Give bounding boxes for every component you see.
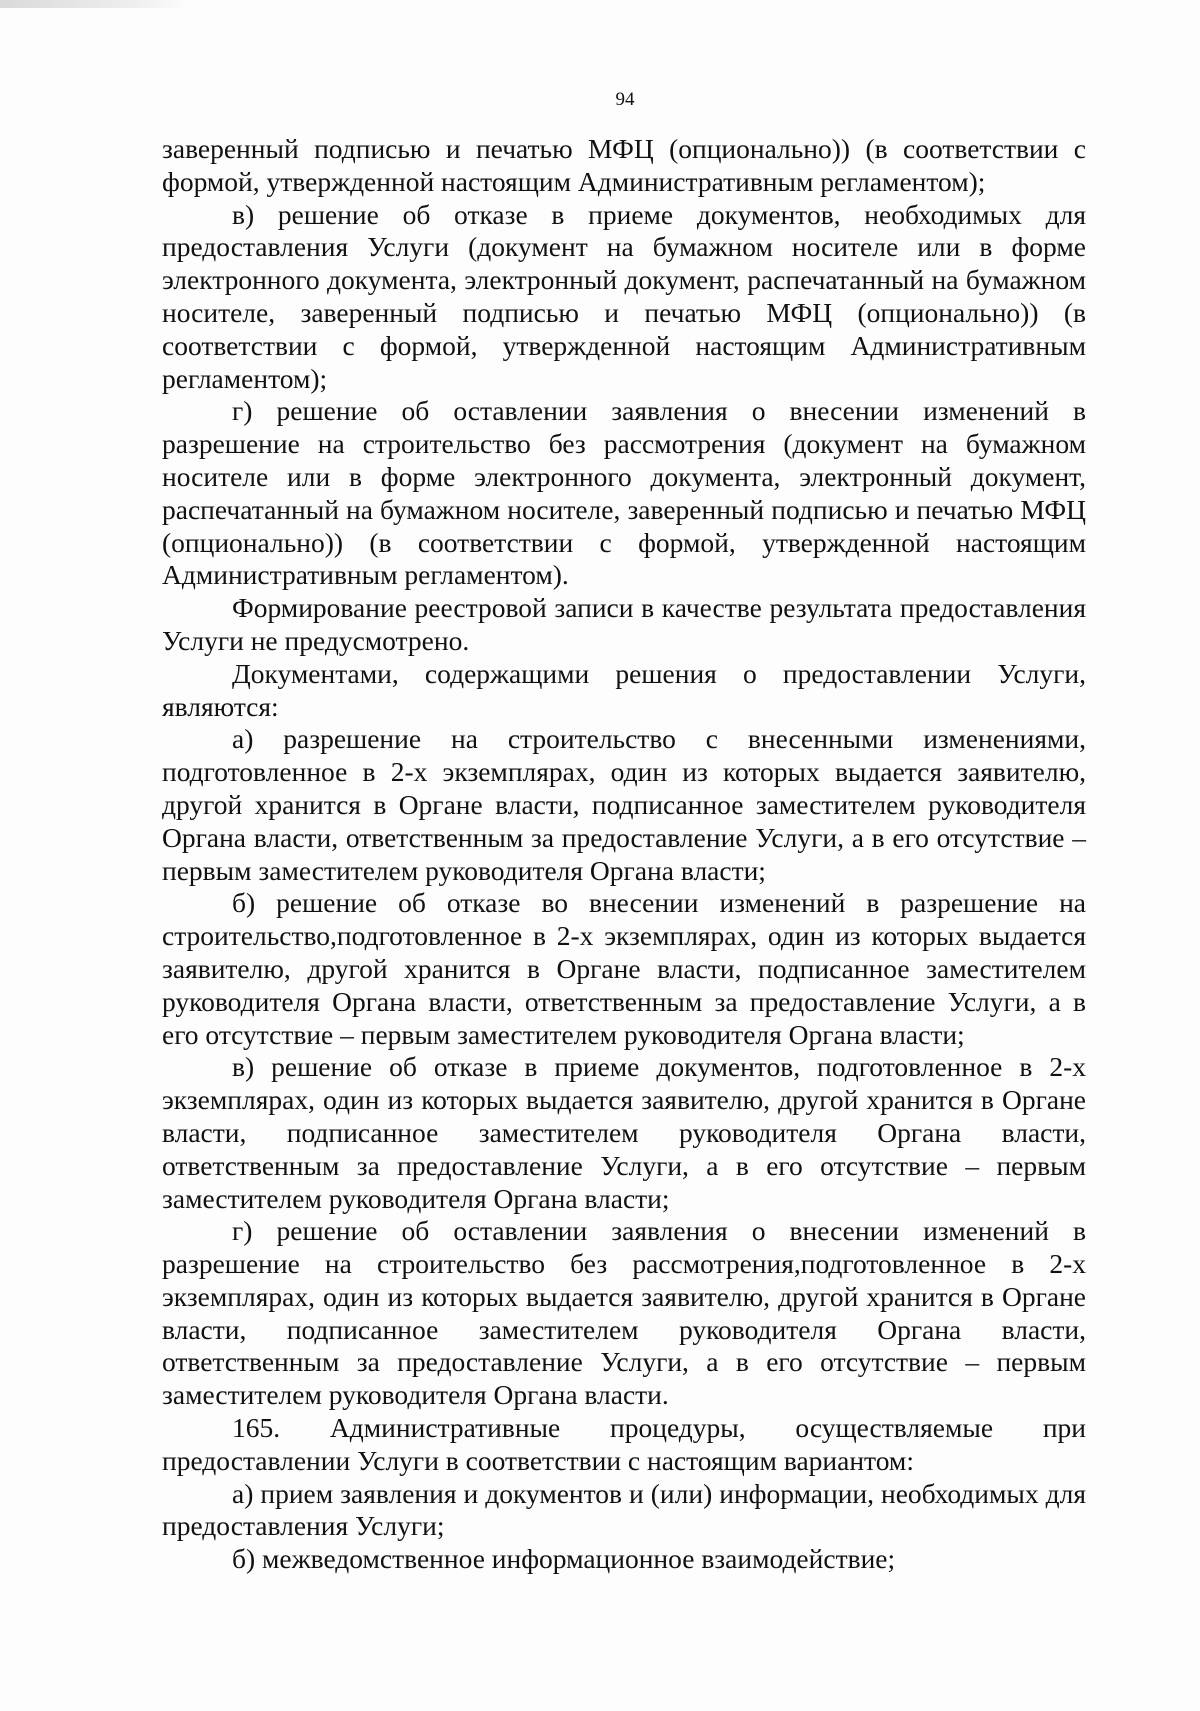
page-number: 94 (615, 89, 635, 110)
paragraph-procedure-a: а) прием заявления и документов и (или) информации, необходимых для предоставления Услуги; (162, 1477, 1086, 1542)
paragraph-continuation: заверенный подписью и печатью МФЦ (опционально)) (в соответствии с формой, утвержденной настоящим Административным регламентом); (162, 133, 1086, 197)
paragraph-item-b-refusal-changes: б) решение об отказе во внесении изменений в разрешение на строительство,подготовленное в 2-х экземплярах, один из которых выдается заявителю, другой хранится в Органе власти, подписанное заместителем руководителя Органа власти, ответственным за предоставление Услуги, а в его отсутствие – первым заместителем руководителя Органа власти; (162, 887, 1086, 1050)
paragraph-item-g-leave-without-review: г) решение об оставлении заявления о внесении изменений в разрешение на строительство без рассмотрения (документ на бумажном носителе или в форме электронного документа, электронный документ, распечатанный на бумажном носителе, заверенный подписью и печатью МФЦ (опционально)) (в соответствии с формой, утвержденной настоящим Административным регламентом). (162, 395, 1086, 591)
paragraph-procedure-b: б) межведомственное информационное взаимодействие; (232, 1543, 896, 1575)
paragraph-registry-record: Формирование реестровой записи в качестве результата предоставления Услуги не предусмотрено. (162, 592, 1086, 656)
scan-edge-mark (0, 0, 190, 8)
paragraph-section-165: 165. Административные процедуры, осуществляемые при предоставлении Услуги в соответствии с настоящим вариантом: (162, 1412, 1086, 1476)
paragraph-item-a-permit: а) разрешение на строительство с внесенными изменениями, подготовленное в 2-х экземплярах, один из которых выдается заявителю, другой хранится в Органе власти, подписанное заместителем руководителя Органа власти, ответственным за предоставление Услуги, а в его отсутствие – первым заместителем руководителя Органа власти; (162, 723, 1086, 886)
paragraph-decision-documents: Документами, содержащими решения о предоставлении Услуги, являются: (162, 657, 1086, 722)
document-body (162, 133, 1086, 1576)
paragraph-item-g-without-review: г) решение об оставлении заявления о внесении изменений в разрешение на строительство без рассмотрения,подготовленное в 2-х экземплярах, один из которых выдается заявителю, другой хранится в Органе власти, подписанное заместителем руководителя Органа власти, ответственным за предоставление Услуги, а в его отсутствие – первым заместителем руководителя Органа власти. (162, 1215, 1086, 1411)
paragraph-item-v-refusal-documents: в) решение об отказе в приеме документов, подготовленное в 2-х экземплярах, один из которых выдается заявителю, другой хранится в Органе власти, подписанное заместителем руководителя Органа власти, ответственным за предоставление Услуги, а в его отсутствие – первым заместителем руководителя Органа власти; (162, 1051, 1086, 1214)
paragraph-item-v-refusal-acceptance: в) решение об отказе в приеме документов, необходимых для предоставления Услуги (документ на бумажном носителе или в форме электронного документа, электронный документ, распечатанный на бумажном носителе, заверенный подписью и печатью МФЦ (опционально)) (в соответствии с формой, утвержденной настоящим Административным регламентом); (162, 198, 1086, 394)
